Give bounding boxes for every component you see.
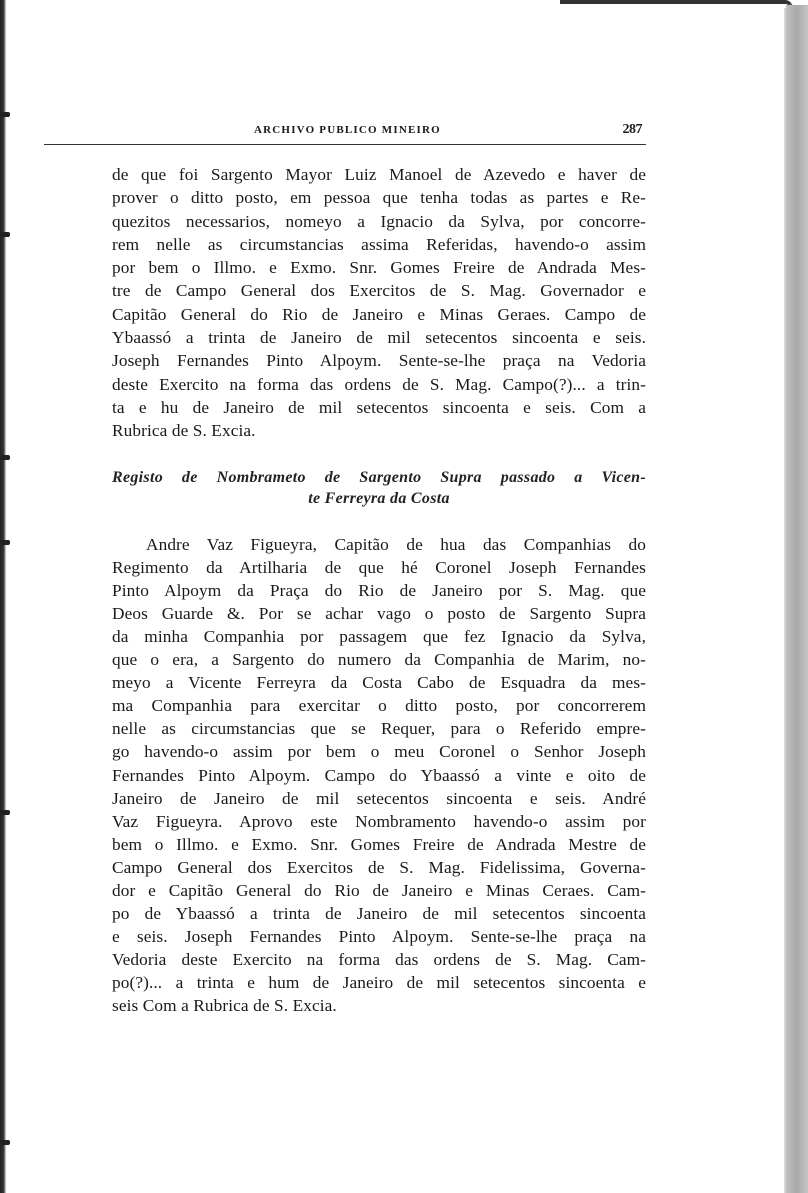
text-line: seis Com a Rubrica de S. Excia. xyxy=(112,996,337,1016)
text-line: go havendo-o assim por bem o meu Coronel o Senhor Joseph xyxy=(112,742,646,762)
text-line: dor e Capitão General do Rio de Janeiro e Minas Ceraes. Cam- xyxy=(112,880,646,900)
text-line: deste Exercito na forma das ordens de S. Mag. Campo(?)... a trin- xyxy=(112,374,646,394)
text-line: bem o Illmo. e Exmo. Snr. Gomes Freire de Andrada Mestre de xyxy=(112,834,646,854)
text-line: Vaz Figueyra. Aprovo este Nombramento havendo-o assim por xyxy=(112,811,646,831)
text-line: Ybaassó a trinta de Janeiro de mil setecentos sincoenta e seis. xyxy=(112,328,646,348)
text-line: ta e hu de Janeiro de mil setecentos sincoenta e seis. Com a xyxy=(112,397,646,417)
text-line: Rubrica de S. Excia. xyxy=(112,421,256,441)
scan-edge-mark xyxy=(0,232,10,237)
text-line: Andre Vaz Figueyra, Capitão de hua das Companhias do xyxy=(146,534,646,554)
scan-right-edge xyxy=(786,5,808,1193)
text-line: Vedoria deste Exercito na forma das ordens de S. Mag. Cam- xyxy=(112,950,646,970)
paragraph-nombramento xyxy=(112,533,646,1018)
page-number: 287 xyxy=(622,122,642,137)
scan-left-edge xyxy=(0,0,6,1193)
text-line: Pinto Alpoym da Praça do Rio de Janeiro por S. Mag. que xyxy=(112,580,646,600)
text-line: rem nelle as circumstancias assima Referidas, havendo-o assim xyxy=(112,234,646,254)
text-line: Fernandes Pinto Alpoym. Campo do Ybaassó a vinte e oito de xyxy=(112,765,646,785)
text-line: Joseph Fernandes Pinto Alpoym. Sente-se-lhe praça na Vedoria xyxy=(112,351,646,371)
text-line: quezitos necessarios, nomeyo a Ignacio da Sylva, por concorre- xyxy=(112,211,646,231)
running-title: ARCHIVO PUBLICO MINEIRO xyxy=(254,124,441,136)
scan-edge-mark xyxy=(0,540,10,545)
scan-edge-mark xyxy=(0,1140,10,1145)
text-line: Deos Guarde &. Por se achar vago o posto de Sargento Supra xyxy=(112,603,646,623)
text-line: da minha Companhia por passagem que fez Ignacio da Sylva, xyxy=(112,626,646,646)
scan-top-edge xyxy=(560,0,793,12)
text-line: po de Ybaassó a trinta de Janeiro de mil setecentos sincoenta xyxy=(112,904,646,924)
text-line: meyo a Vicente Ferreyra da Costa Cabo de Esquadra da mes- xyxy=(112,673,646,693)
paragraph-continued xyxy=(112,163,646,443)
section-heading xyxy=(112,467,646,509)
heading-line: te Ferreyra da Costa xyxy=(308,489,450,507)
scan-edge-mark xyxy=(0,810,10,815)
heading-line: Registo de Nombrameto de Sargento Supra passado a Vicen- xyxy=(112,468,646,486)
document-page xyxy=(112,120,646,1018)
text-line: Campo General dos Exercitos de S. Mag. Fidelissima, Governa- xyxy=(112,857,646,877)
scan-edge-mark xyxy=(0,455,10,460)
text-line: que o era, a Sargento do numero da Companhia de Marim, no- xyxy=(112,650,646,670)
text-line: Regimento da Artilharia de que hé Coronel Joseph Fernandes xyxy=(112,557,646,577)
text-line: Capitão General do Rio de Janeiro e Minas Geraes. Campo de xyxy=(112,304,646,324)
text-line: de que foi Sargento Mayor Luiz Manoel de Azevedo e haver de xyxy=(112,165,646,184)
text-line: ma Companhia para exercitar o ditto posto, por concorrerem xyxy=(112,696,646,716)
running-header xyxy=(44,120,646,145)
text-line: tre de Campo General dos Exercitos de S. Mag. Governador e xyxy=(112,281,646,301)
text-line: po(?)... a trinta e hum de Janeiro de mil setecentos sincoenta e xyxy=(112,973,646,993)
text-line: nelle as circumstancias que se Requer, para o Referido empre- xyxy=(112,719,646,739)
text-line: por bem o Illmo. e Exmo. Snr. Gomes Freire de Andrada Mes- xyxy=(112,258,646,278)
scan-edge-mark xyxy=(0,112,10,117)
text-line: prover o ditto posto, em pessoa que tenha todas as partes e Re- xyxy=(112,188,646,208)
text-line: e seis. Joseph Fernandes Pinto Alpoym. Sente-se-lhe praça na xyxy=(112,927,646,947)
text-line: Janeiro de Janeiro de mil setecentos sincoenta e seis. André xyxy=(112,788,646,808)
